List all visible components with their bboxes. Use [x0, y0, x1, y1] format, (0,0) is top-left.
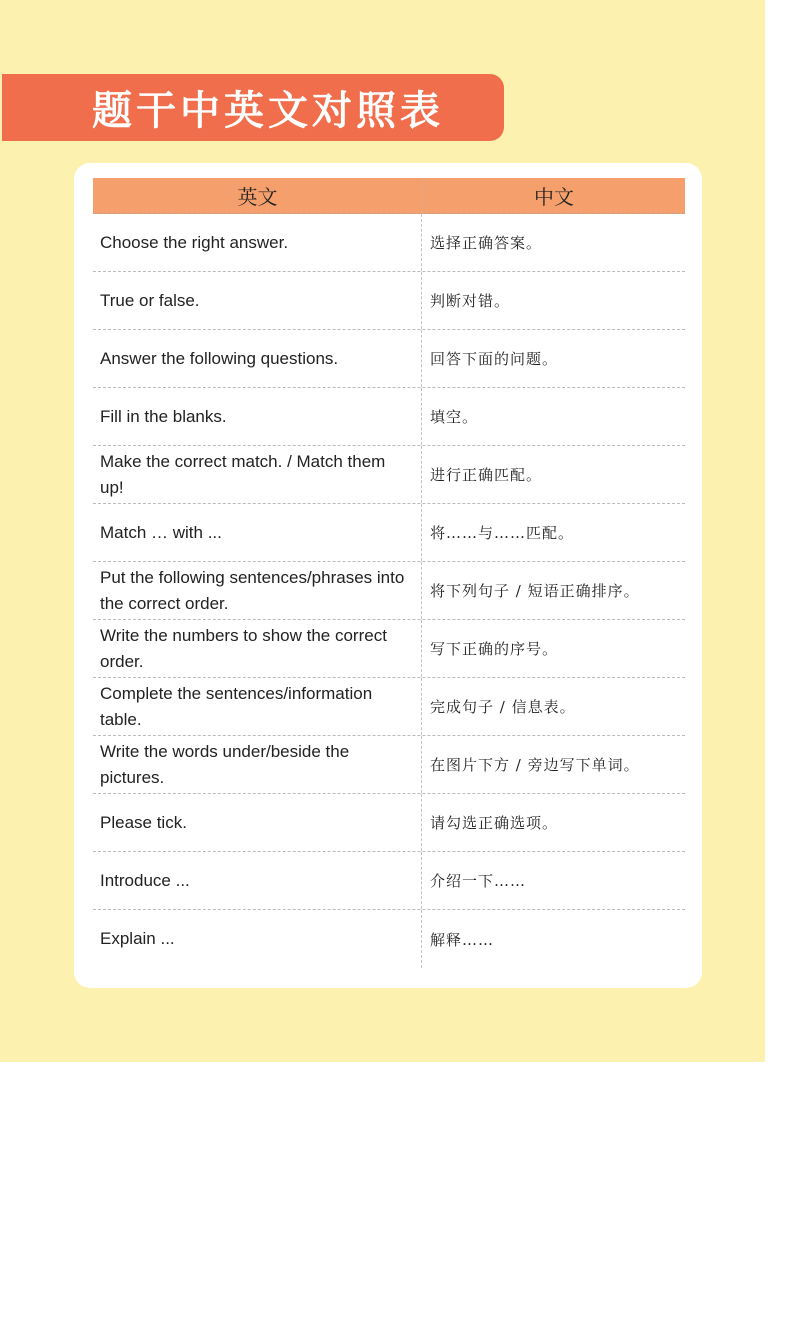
chinese-cell: 在图片下方 / 旁边写下单词。: [430, 756, 640, 774]
english-cell: Introduce ...: [93, 852, 422, 909]
table-row: [93, 272, 685, 330]
english-cell: Match … with ...: [93, 504, 422, 561]
english-cell: Choose the right answer.: [93, 214, 422, 271]
chinese-cell: 介绍一下……: [430, 872, 527, 890]
table-row: [93, 852, 685, 910]
english-cell: Answer the following questions.: [93, 330, 422, 387]
table-body: [93, 214, 685, 968]
chinese-cell: 将下列句子 / 短语正确排序。: [430, 582, 640, 600]
table-row: [93, 910, 685, 968]
table-row: [93, 794, 685, 852]
english-cell: Please tick.: [93, 794, 422, 851]
header-chinese: 中文: [534, 185, 574, 209]
chinese-cell: 解释……: [430, 930, 495, 949]
english-cell: Explain ...: [93, 910, 422, 968]
chinese-cell: 进行正确匹配。: [430, 466, 543, 484]
table-row: [93, 446, 685, 504]
english-cell: True or false.: [93, 272, 422, 329]
title-banner: [2, 74, 504, 141]
english-cell: Write the words under/beside the pictures.: [93, 736, 422, 793]
table-row: [93, 678, 685, 736]
chinese-cell: 完成句子 / 信息表。: [430, 698, 576, 716]
chinese-cell: 判断对错。: [430, 292, 511, 310]
translation-table: [93, 178, 685, 968]
chinese-cell: 写下正确的序号。: [430, 640, 559, 658]
chinese-cell: 回答下面的问题。: [430, 350, 559, 368]
header-english: 英文: [93, 178, 423, 213]
english-cell: Complete the sentences/information table.: [93, 678, 422, 735]
table-row: [93, 620, 685, 678]
chinese-cell: 选择正确答案。: [430, 234, 543, 252]
table-header: [93, 178, 685, 214]
table-row: [93, 736, 685, 794]
chinese-cell: 填空。: [430, 408, 479, 426]
english-cell: Put the following sentences/phrases into the correct order.: [93, 562, 422, 619]
table-row: [93, 330, 685, 388]
chinese-cell: 请勾选正确选项。: [430, 814, 559, 832]
english-cell: Fill in the blanks.: [93, 388, 422, 445]
chinese-cell: 将……与……匹配。: [430, 524, 575, 542]
english-cell: Write the numbers to show the correct order.: [93, 620, 422, 677]
page-title: 题干中英文对照表: [92, 87, 444, 134]
table-row: [93, 562, 685, 620]
table-row: [93, 504, 685, 562]
table-row: [93, 214, 685, 272]
english-cell: Make the correct match. / Match them up!: [93, 446, 422, 503]
table-row: [93, 388, 685, 446]
